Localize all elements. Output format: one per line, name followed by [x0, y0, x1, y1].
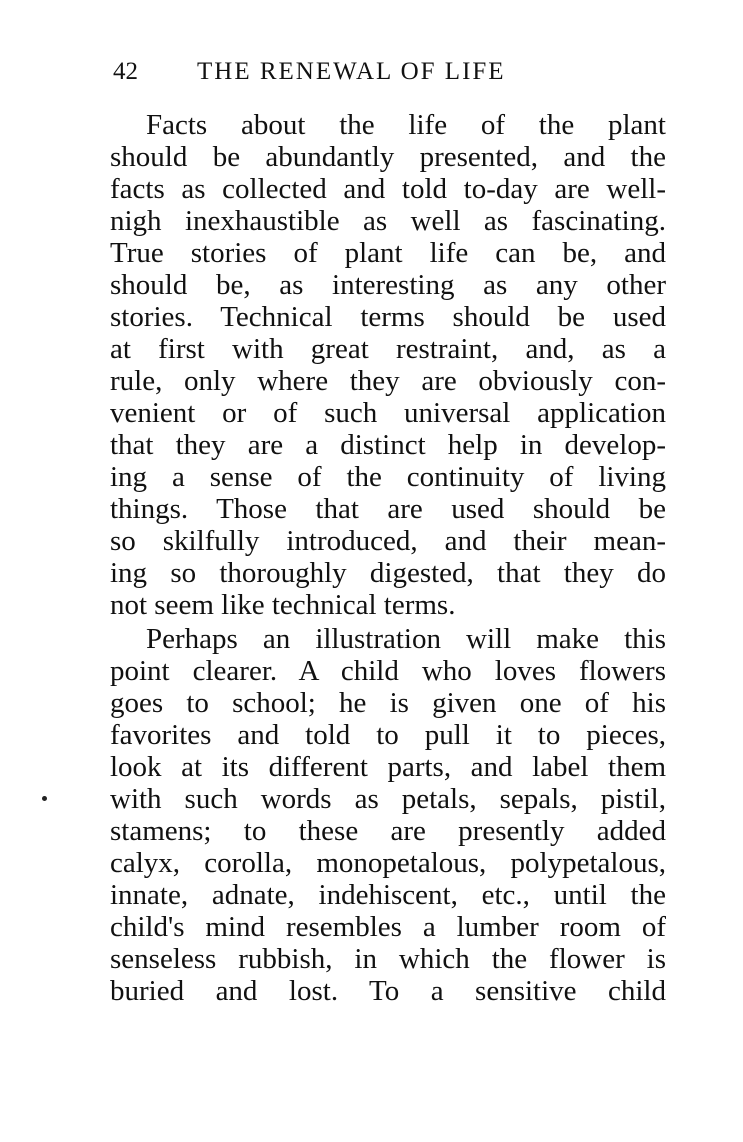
page-number: 42 [113, 58, 138, 85]
text-line: True stories of plant life can be, and [110, 237, 666, 269]
text-line: with such words as petals, sepals, pistil, [110, 783, 666, 815]
text-line: rule, only where they are obviously con- [110, 365, 666, 397]
text-line: look at its different parts, and label them [110, 751, 666, 783]
ink-speck [42, 796, 47, 801]
text-line: at first with great restraint, and, as a [110, 333, 666, 365]
text-line: goes to school; he is given one of his [110, 687, 666, 719]
text-line: child's mind resembles a lumber room of [110, 911, 666, 943]
text-line: point clearer. A child who loves flowers [110, 655, 666, 687]
text-line: ing so thoroughly digested, that they do [110, 557, 666, 589]
text-line: buried and lost. To a sensitive child [110, 975, 666, 1007]
text-line: Facts about the life of the plant [146, 109, 666, 141]
text-line: things. Those that are used should be [110, 493, 666, 525]
text-line: stories. Technical terms should be used [110, 301, 666, 333]
text-line: Perhaps an illustration will make this [146, 623, 666, 655]
text-line: so skilfully introduced, and their mean- [110, 525, 666, 557]
text-line: should be, as interesting as any other [110, 269, 666, 301]
text-line: senseless rubbish, in which the flower is [110, 943, 666, 975]
running-header [113, 58, 673, 92]
text-line: nigh inexhaustible as well as fascinating. [110, 205, 666, 237]
text-line: calyx, corolla, monopetalous, polypetalous, [110, 847, 666, 879]
text-line: favorites and told to pull it to pieces, [110, 719, 666, 751]
text-line: venient or of such universal application [110, 397, 666, 429]
running-title: THE RENEWAL OF LIFE [197, 58, 506, 85]
text-line: that they are a distinct help in develop- [110, 429, 666, 461]
text-line: stamens; to these are presently added [110, 815, 666, 847]
text-line: facts as collected and told to-day are well- [110, 173, 666, 205]
text-line: should be abundantly presented, and the [110, 141, 666, 173]
text-line: innate, adnate, indehiscent, etc., until the [110, 879, 666, 911]
text-line: not seem like technical terms. [110, 589, 456, 621]
text-line: ing a sense of the continuity of living [110, 461, 666, 493]
